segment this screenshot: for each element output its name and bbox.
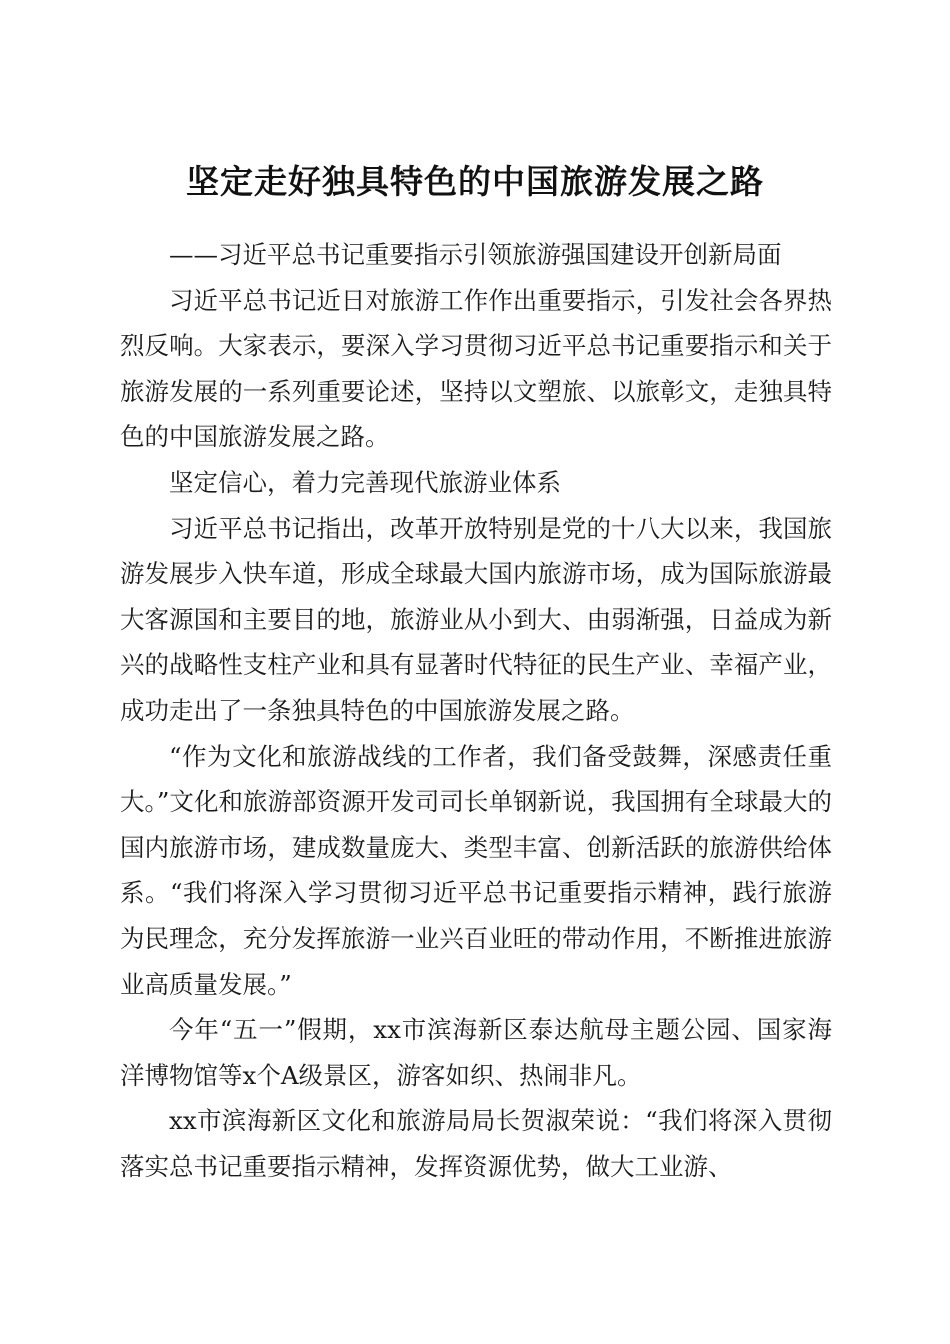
paragraph-local-bureau: xx市滨海新区文化和旅游局局长贺淑荣说：“我们将深入贯彻落实总书记重要指示精神，发挥资源优势，做大工业游、 <box>120 1106 832 1181</box>
subtitle-line: ——习近平总书记重要指示引领旅游强国建设开创新局面 <box>169 240 782 269</box>
paragraph-may-day: 今年“五一”假期，xx市滨海新区泰达航母主题公园、国家海洋博物馆等x个A级景区，游客如织、热闹非凡。 <box>120 1015 832 1090</box>
document-title: 坚定走好独具特色的中国旅游发展之路 <box>186 162 764 202</box>
document-body <box>120 232 832 1189</box>
paragraph-quote-official: “作为文化和旅游战线的工作者，我们备受鼓舞，深感责任重大。”文化和旅游部资源开发司司长单钢新说，我国拥有全球最大的国内旅游市场，建成数量庞大、类型丰富、创新活跃的旅游供给体系。“我们将深入学习贯彻习近平总书记重要指示精神，践行旅游为民理念，充分发挥旅游一业兴百业旺的带动作用，不断推进旅游业高质量发展。” <box>120 741 832 999</box>
section-heading: 坚定信心，着力完善现代旅游业体系 <box>169 467 561 497</box>
paragraph-intro: 习近平总书记近日对旅游工作作出重要指示，引发社会各界热烈反响。大家表示，要深入学习贯彻习近平总书记重要指示和关于旅游发展的一系列重要论述，坚持以文塑旅、以旅彰文，走独具特色的中国旅游发展之路。 <box>120 285 832 452</box>
paragraph-background: 习近平总书记指出，改革开放特别是党的十八大以来，我国旅游发展步入快车道，形成全球最大国内旅游市场，成为国际旅游最大客源国和主要目的地，旅游业从小到大、由弱渐强，日益成为新兴的战略性支柱产业和具有显著时代特征的民生产业、幸福产业，成功走出了一条独具特色的中国旅游发展之路。 <box>120 513 832 725</box>
